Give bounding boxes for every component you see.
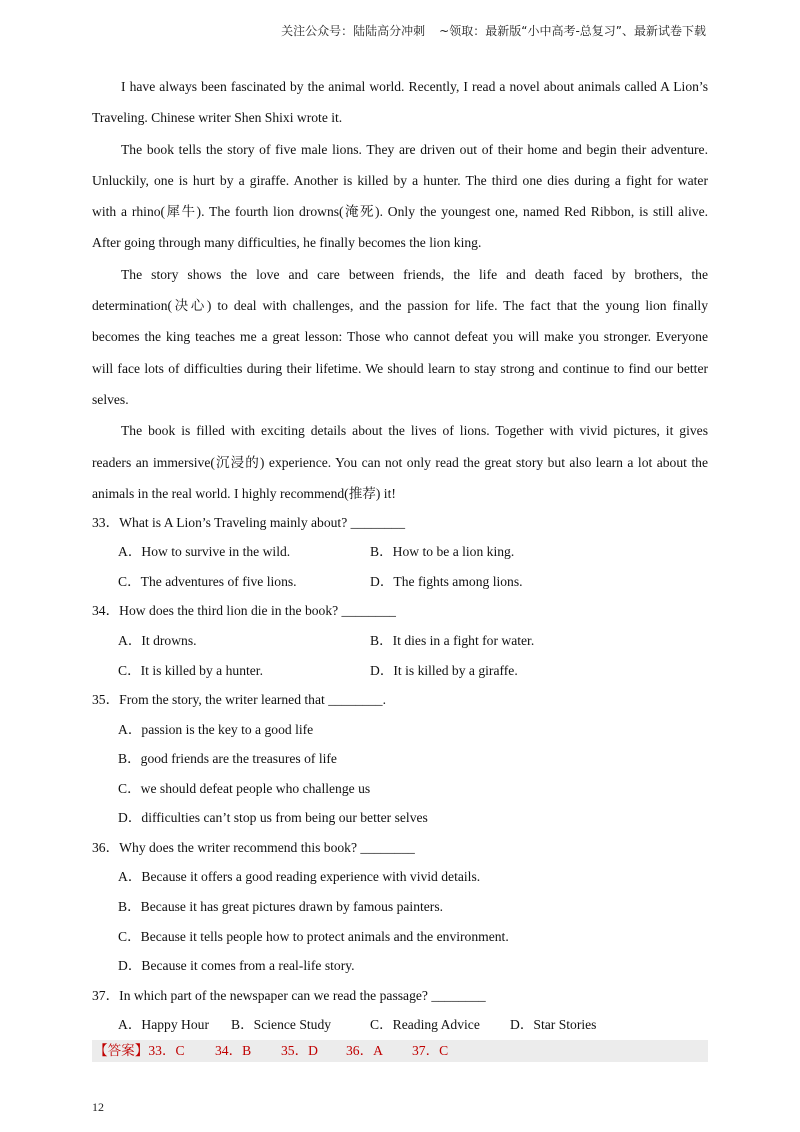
question-33-option-a: A．How to survive in the wild.	[118, 544, 291, 559]
question-35-stem: 35．From the story, the writer learned that ________.	[92, 692, 386, 707]
passage-line: with a rhino(犀牛). The fourth lion drowns(淹死). Only the youngest one, named Red Ribbon, is still alive.	[92, 204, 708, 220]
passage-paragraph-4	[92, 415, 708, 509]
question-36-option-a: A．Because it offers a good reading experience with vivid details.	[118, 869, 481, 884]
passage-line: determination(决心) to deal with challenges, and the passion for life. The fact that the young lion finally	[92, 298, 708, 314]
answer-item: 34．B	[215, 1043, 252, 1058]
question-35-option-a: A．passion is the key to a good life	[118, 722, 314, 737]
page-number: 12	[92, 1100, 104, 1114]
question-36-option-c: C．Because it tells people how to protect animals and the environment.	[118, 929, 509, 944]
passage-line: selves.	[92, 391, 129, 407]
answer-item: 35．D	[281, 1043, 319, 1058]
question-35-option-b: B．good friends are the treasures of life	[118, 751, 337, 766]
question-37-option-d: D．Star Stories	[510, 1017, 597, 1032]
question-34-stem: 34．How does the third lion die in the book? ________	[92, 603, 396, 618]
passage-line: The story shows the love and care between friends, the life and death faced by brothers, the	[121, 266, 708, 282]
answer-key-label: 【答案】33．C	[94, 1043, 185, 1058]
question-33-option-c: C．The adventures of five lions.	[118, 574, 297, 589]
question-37-option-b: B．Science Study	[231, 1017, 332, 1032]
passage-line: readers an immersive(沉浸的) experience. You can not only read the great story but also learn a lot about the	[92, 454, 708, 470]
header-right-text: ~领取：最新版“小中高考-总复习”、最新试卷下载	[439, 24, 706, 38]
question-36-option-b: B．Because it has great pictures drawn by famous painters.	[118, 899, 444, 914]
question-37-stem: 37．In which part of the newspaper can we read the passage? ________	[92, 988, 486, 1003]
answer-key-bar	[92, 1040, 708, 1062]
passage-line: Traveling. Chinese writer Shen Shixi wrote it.	[92, 110, 343, 126]
question-34-option-b: B．It dies in a fight for water.	[370, 633, 535, 648]
question-34-option-c: C．It is killed by a hunter.	[118, 663, 263, 678]
page-header	[0, 22, 706, 39]
question-37-option-c: C．Reading Advice	[370, 1017, 480, 1032]
question-37-option-a: A．Happy Hour	[118, 1017, 209, 1032]
passage-paragraph-1	[92, 71, 708, 134]
passage-paragraph-2	[92, 134, 708, 259]
passage-line: The book tells the story of five male lions. They are driven out of their home and begin their adventure.	[121, 141, 708, 157]
answer-item: 37．C	[412, 1043, 449, 1058]
question-33-option-b: B．How to be a lion king.	[370, 544, 515, 559]
answer-item: 36．A	[346, 1043, 384, 1058]
question-35-option-d: D．difficulties can’t stop us from being our better selves	[118, 810, 428, 825]
passage-line: Unluckily, one is hurt by a giraffe. Another is killed by a hunter. The third one dies during a fight for water	[92, 172, 708, 188]
passage-line: The book is filled with exciting details about the lives of lions. Together with vivid pictures, it gives	[121, 423, 708, 439]
question-36-stem: 36．Why does the writer recommend this book? ________	[92, 840, 415, 855]
question-34-option-d: D．It is killed by a giraffe.	[370, 663, 518, 678]
passage-line: becomes the king teaches me a great lesson: Those who cannot defeat you will make you stronger. Everyone	[92, 329, 708, 345]
passage-line: I have always been fascinated by the animal world. Recently, I read a novel about animals called A Lion’s	[121, 79, 708, 94]
question-33-stem: 33．What is A Lion’s Traveling mainly about? ________	[92, 515, 406, 530]
passage-line: After going through many difficulties, he finally becomes the lion king.	[92, 235, 482, 251]
passage-line: will face lots of difficulties during their lifetime. We should learn to stay strong and continue to find our better	[92, 360, 708, 376]
question-34-option-a: A．It drowns.	[118, 633, 197, 648]
header-left-text: 关注公众号：陆陆高分冲刺	[281, 24, 426, 38]
question-36-option-d: D．Because it comes from a real-life story.	[118, 958, 355, 973]
passage-paragraph-3	[92, 259, 708, 415]
question-35-option-c: C．we should defeat people who challenge us	[118, 781, 371, 796]
question-33-option-d: D．The fights among lions.	[370, 574, 523, 589]
passage-line: animals in the real world. I highly recommend(推荐) it!	[92, 485, 396, 501]
